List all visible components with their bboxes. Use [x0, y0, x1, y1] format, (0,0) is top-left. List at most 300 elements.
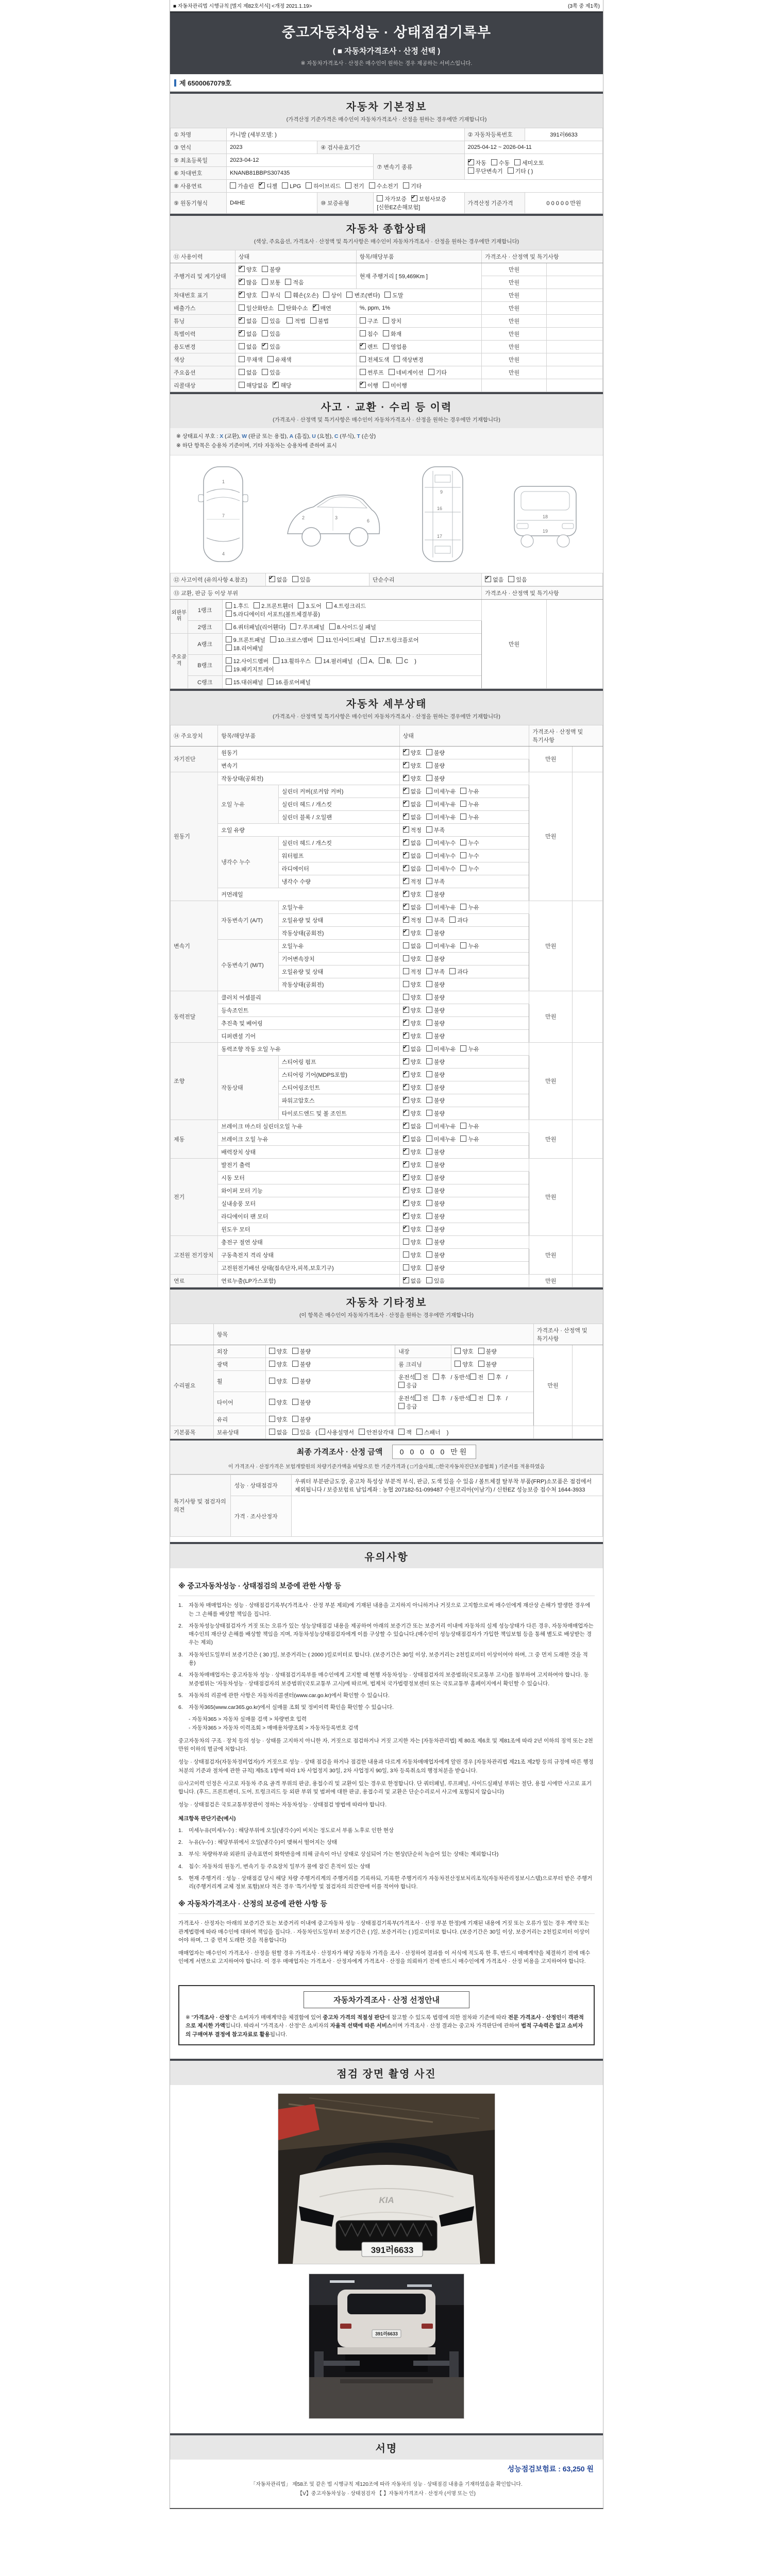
checkbox-option[interactable]	[403, 1109, 422, 1117]
checkbox-checked-icon[interactable]	[239, 266, 245, 272]
checkbox-option[interactable]	[460, 800, 479, 808]
checkbox-icon[interactable]	[262, 317, 268, 324]
checkbox-icon[interactable]	[226, 602, 232, 608]
checkbox-icon[interactable]	[292, 1361, 298, 1367]
checkbox-checked-icon[interactable]	[403, 762, 409, 768]
checkbox-icon[interactable]	[226, 623, 232, 630]
checkbox-option[interactable]	[262, 317, 280, 325]
checkbox-option[interactable]	[460, 813, 479, 821]
checkbox-checked-icon[interactable]	[403, 1136, 409, 1142]
checkbox-option[interactable]	[323, 291, 342, 299]
checkbox-option[interactable]	[259, 182, 277, 190]
checkbox-icon[interactable]	[508, 167, 514, 174]
checkbox-option[interactable]	[226, 610, 320, 618]
checkbox-icon[interactable]	[460, 904, 466, 910]
checkbox-icon[interactable]	[426, 801, 432, 807]
checkbox-option[interactable]	[426, 787, 456, 795]
checkbox-option[interactable]	[426, 761, 445, 770]
checkbox-option[interactable]	[426, 877, 445, 886]
checkbox-option[interactable]	[403, 890, 422, 899]
checkbox-option[interactable]	[460, 1135, 479, 1143]
checkbox-option[interactable]	[326, 602, 366, 610]
checkbox-option[interactable]	[262, 291, 280, 299]
checkbox-option[interactable]	[426, 1187, 445, 1195]
checkbox-checked-icon[interactable]	[468, 159, 474, 165]
checkbox-option[interactable]	[426, 865, 456, 873]
checkbox-icon[interactable]	[239, 369, 245, 375]
checkbox-icon[interactable]	[426, 865, 432, 871]
checkbox-checked-icon[interactable]	[403, 749, 409, 755]
checkbox-option[interactable]	[426, 929, 445, 937]
checkbox-icon[interactable]	[290, 623, 296, 630]
checkbox-option[interactable]	[403, 877, 422, 886]
checkbox-icon[interactable]	[426, 1226, 432, 1232]
checkbox-icon[interactable]	[426, 1032, 432, 1039]
checkbox-option[interactable]	[426, 1251, 445, 1259]
checkbox-checked-icon[interactable]	[403, 929, 409, 936]
checkbox-option[interactable]	[292, 1360, 311, 1368]
checkbox-icon[interactable]	[239, 382, 245, 388]
checkbox-option[interactable]	[403, 813, 422, 821]
checkbox-option[interactable]	[426, 774, 445, 783]
checkbox-checked-icon[interactable]	[239, 292, 245, 298]
checkbox-option[interactable]	[426, 993, 445, 1002]
checkbox-icon[interactable]	[371, 636, 377, 642]
checkbox-option[interactable]	[468, 167, 503, 175]
checkbox-icon[interactable]	[426, 1097, 432, 1103]
checkbox-option[interactable]	[460, 1045, 479, 1053]
checkbox-icon[interactable]	[426, 968, 432, 974]
checkbox-icon[interactable]	[478, 1348, 484, 1354]
checkbox-option[interactable]	[360, 368, 384, 377]
checkbox-icon[interactable]	[269, 1378, 275, 1384]
checkbox-icon[interactable]	[460, 1123, 466, 1129]
checkbox-icon[interactable]	[267, 356, 274, 362]
checkbox-checked-icon[interactable]	[360, 382, 366, 388]
checkbox-option[interactable]	[269, 1377, 288, 1385]
checkbox-option[interactable]	[416, 1428, 441, 1436]
checkbox-icon[interactable]	[460, 865, 466, 871]
checkbox-option[interactable]	[403, 1277, 422, 1285]
checkbox-icon[interactable]	[315, 657, 322, 664]
checkbox-checked-icon[interactable]	[411, 195, 417, 201]
checkbox-option[interactable]	[460, 852, 479, 860]
checkbox-option[interactable]	[360, 330, 378, 338]
checkbox-option[interactable]	[488, 1394, 501, 1402]
checkbox-option[interactable]	[262, 278, 280, 286]
checkbox-icon[interactable]	[226, 666, 232, 672]
checkbox-option[interactable]	[415, 1394, 428, 1402]
checkbox-option[interactable]	[262, 265, 280, 274]
checkbox-icon[interactable]	[426, 1020, 432, 1026]
checkbox-option[interactable]	[470, 1373, 483, 1381]
checkbox-option[interactable]	[460, 903, 479, 911]
checkbox-icon[interactable]	[460, 839, 466, 845]
checkbox-icon[interactable]	[426, 749, 432, 755]
checkbox-option[interactable]	[426, 1032, 445, 1040]
checkbox-icon[interactable]	[403, 994, 409, 1000]
checkbox-checked-icon[interactable]	[403, 1032, 409, 1039]
checkbox-icon[interactable]	[398, 1429, 405, 1435]
checkbox-option[interactable]	[428, 368, 447, 377]
checkbox-option[interactable]	[403, 1251, 422, 1259]
checkbox-option[interactable]	[396, 657, 408, 665]
checkbox-option[interactable]	[359, 1428, 394, 1436]
checkbox-icon[interactable]	[426, 1136, 432, 1142]
checkbox-option[interactable]	[426, 1225, 445, 1233]
checkbox-icon[interactable]	[426, 1148, 432, 1155]
checkbox-option[interactable]	[403, 980, 422, 989]
checkbox-icon[interactable]	[273, 657, 279, 664]
checkbox-option[interactable]	[403, 955, 422, 963]
checkbox-option[interactable]	[426, 839, 456, 847]
checkbox-icon[interactable]	[426, 1187, 432, 1193]
checkbox-icon[interactable]	[455, 1348, 461, 1354]
checkbox-icon[interactable]	[287, 317, 293, 324]
checkbox-option[interactable]	[460, 942, 479, 950]
checkbox-option[interactable]	[426, 1199, 445, 1208]
checkbox-checked-icon[interactable]	[403, 891, 409, 897]
checkbox-icon[interactable]	[398, 1403, 405, 1409]
checkbox-option[interactable]	[426, 826, 445, 834]
checkbox-icon[interactable]	[426, 1161, 432, 1167]
checkbox-icon[interactable]	[433, 1395, 439, 1401]
checkbox-option[interactable]	[403, 1006, 422, 1014]
checkbox-checked-icon[interactable]	[403, 1007, 409, 1013]
checkbox-option[interactable]	[226, 644, 263, 652]
checkbox-option[interactable]	[426, 1135, 456, 1143]
checkbox-option[interactable]	[360, 343, 378, 351]
checkbox-icon[interactable]	[426, 891, 432, 897]
checkbox-icon[interactable]	[377, 195, 383, 201]
checkbox-option[interactable]	[426, 890, 445, 899]
checkbox-icon[interactable]	[389, 369, 395, 375]
checkbox-icon[interactable]	[514, 159, 520, 165]
checkbox-icon[interactable]	[394, 356, 400, 362]
checkbox-option[interactable]	[292, 1347, 311, 1355]
checkbox-option[interactable]	[398, 1428, 412, 1436]
checkbox-checked-icon[interactable]	[313, 304, 319, 311]
checkbox-checked-icon[interactable]	[403, 904, 409, 910]
checkbox-option[interactable]	[449, 968, 468, 976]
checkbox-option[interactable]	[485, 575, 503, 584]
checkbox-option[interactable]	[426, 800, 456, 808]
checkbox-icon[interactable]	[269, 1361, 275, 1367]
checkbox-option[interactable]	[426, 1264, 445, 1272]
checkbox-option[interactable]	[403, 787, 422, 795]
checkbox-option[interactable]	[403, 865, 422, 873]
checkbox-option[interactable]	[398, 1402, 417, 1411]
checkbox-option[interactable]	[403, 1225, 422, 1233]
checkbox-option[interactable]	[239, 355, 263, 364]
checkbox-icon[interactable]	[426, 942, 432, 948]
checkbox-icon[interactable]	[278, 304, 284, 311]
checkbox-option[interactable]	[298, 602, 321, 610]
checkbox-option[interactable]	[426, 980, 445, 989]
checkbox-option[interactable]	[403, 839, 422, 847]
checkbox-option[interactable]	[230, 182, 254, 190]
checkbox-icon[interactable]	[360, 356, 366, 362]
checkbox-option[interactable]	[426, 968, 445, 976]
checkbox-icon[interactable]	[403, 1251, 409, 1258]
checkbox-option[interactable]	[426, 916, 445, 924]
checkbox-option[interactable]	[426, 1045, 456, 1053]
checkbox-option[interactable]	[478, 1347, 497, 1355]
checkbox-icon[interactable]	[460, 788, 466, 794]
checkbox-option[interactable]	[285, 278, 304, 286]
checkbox-option[interactable]	[383, 330, 401, 338]
checkbox-option[interactable]	[239, 343, 257, 351]
checkbox-icon[interactable]	[226, 679, 232, 685]
checkbox-icon[interactable]	[433, 1374, 439, 1380]
checkbox-option[interactable]	[403, 182, 422, 190]
checkbox-option[interactable]	[426, 1212, 445, 1221]
checkbox-icon[interactable]	[426, 1251, 432, 1258]
checkbox-icon[interactable]	[226, 645, 232, 651]
checkbox-checked-icon[interactable]	[239, 279, 245, 285]
checkbox-icon[interactable]	[310, 317, 316, 324]
checkbox-option[interactable]	[403, 1122, 422, 1130]
checkbox-checked-icon[interactable]	[403, 1045, 409, 1052]
checkbox-icon[interactable]	[426, 1045, 432, 1052]
checkbox-option[interactable]	[292, 1398, 311, 1406]
checkbox-option[interactable]	[403, 826, 422, 834]
checkbox-icon[interactable]	[426, 1123, 432, 1129]
checkbox-option[interactable]	[403, 993, 422, 1002]
checkbox-option[interactable]	[426, 1019, 445, 1027]
checkbox-option[interactable]	[254, 602, 293, 610]
checkbox-icon[interactable]	[449, 968, 456, 974]
checkbox-checked-icon[interactable]	[403, 1187, 409, 1193]
checkbox-checked-icon[interactable]	[403, 1213, 409, 1219]
checkbox-checked-icon[interactable]	[403, 839, 409, 845]
checkbox-option[interactable]	[262, 368, 280, 377]
checkbox-checked-icon[interactable]	[403, 878, 409, 884]
checkbox-option[interactable]	[226, 636, 265, 644]
checkbox-icon[interactable]	[426, 878, 432, 884]
checkbox-icon[interactable]	[460, 1136, 466, 1142]
checkbox-icon[interactable]	[292, 1378, 298, 1384]
checkbox-icon[interactable]	[226, 657, 232, 664]
checkbox-icon[interactable]	[478, 1361, 484, 1367]
checkbox-option[interactable]	[460, 787, 479, 795]
checkbox-icon[interactable]	[403, 981, 409, 987]
checkbox-option[interactable]	[403, 800, 422, 808]
checkbox-option[interactable]	[460, 1122, 479, 1130]
checkbox-option[interactable]	[262, 343, 280, 351]
checkbox-icon[interactable]	[426, 775, 432, 781]
checkbox-option[interactable]	[269, 1398, 288, 1406]
checkbox-icon[interactable]	[360, 330, 366, 336]
checkbox-option[interactable]	[371, 636, 419, 644]
checkbox-option[interactable]	[403, 1174, 422, 1182]
checkbox-icon[interactable]	[270, 636, 276, 642]
checkbox-icon[interactable]	[267, 679, 274, 685]
checkbox-option[interactable]	[239, 330, 257, 338]
checkbox-option[interactable]	[292, 1428, 311, 1436]
checkbox-option[interactable]	[403, 1045, 422, 1053]
checkbox-icon[interactable]	[361, 657, 367, 664]
checkbox-checked-icon[interactable]	[262, 343, 268, 349]
checkbox-icon[interactable]	[292, 1416, 298, 1422]
checkbox-option[interactable]	[273, 381, 291, 389]
checkbox-option[interactable]	[315, 657, 353, 665]
checkbox-option[interactable]	[360, 355, 390, 364]
checkbox-icon[interactable]	[269, 1348, 275, 1354]
checkbox-option[interactable]	[403, 1148, 422, 1156]
checkbox-option[interactable]	[426, 1122, 456, 1130]
checkbox-option[interactable]	[426, 1277, 445, 1285]
checkbox-icon[interactable]	[298, 602, 304, 608]
checkbox-option[interactable]	[411, 195, 446, 203]
checkbox-option[interactable]	[269, 1415, 288, 1423]
checkbox-option[interactable]	[426, 1161, 445, 1169]
checkbox-option[interactable]	[292, 1415, 311, 1423]
checkbox-checked-icon[interactable]	[360, 343, 366, 349]
checkbox-option[interactable]	[403, 1019, 422, 1027]
checkbox-option[interactable]	[415, 1373, 428, 1381]
checkbox-option[interactable]	[460, 839, 479, 847]
checkbox-icon[interactable]	[426, 1213, 432, 1219]
checkbox-option[interactable]	[267, 355, 292, 364]
checkbox-icon[interactable]	[426, 1058, 432, 1064]
checkbox-icon[interactable]	[384, 292, 391, 298]
checkbox-icon[interactable]	[491, 159, 497, 165]
checkbox-checked-icon[interactable]	[403, 1058, 409, 1064]
checkbox-checked-icon[interactable]	[403, 801, 409, 807]
checkbox-option[interactable]	[455, 1360, 473, 1368]
checkbox-checked-icon[interactable]	[403, 1161, 409, 1167]
checkbox-option[interactable]	[383, 343, 407, 351]
checkbox-checked-icon[interactable]	[403, 852, 409, 858]
checkbox-option[interactable]	[292, 575, 311, 584]
checkbox-icon[interactable]	[262, 330, 268, 336]
checkbox-option[interactable]	[426, 1058, 445, 1066]
checkbox-option[interactable]	[239, 291, 257, 299]
checkbox-icon[interactable]	[426, 994, 432, 1000]
checkbox-option[interactable]	[383, 381, 407, 389]
checkbox-icon[interactable]	[345, 182, 351, 189]
checkbox-checked-icon[interactable]	[403, 1020, 409, 1026]
checkbox-checked-icon[interactable]	[403, 1097, 409, 1103]
checkbox-checked-icon[interactable]	[403, 1174, 409, 1180]
checkbox-icon[interactable]	[415, 1374, 421, 1380]
checkbox-icon[interactable]	[426, 826, 432, 833]
checkbox-option[interactable]	[433, 1394, 446, 1402]
checkbox-icon[interactable]	[226, 611, 232, 617]
checkbox-icon[interactable]	[359, 1429, 365, 1435]
checkbox-option[interactable]	[292, 1377, 311, 1385]
checkbox-icon[interactable]	[426, 1071, 432, 1077]
checkbox-icon[interactable]	[383, 330, 389, 336]
checkbox-icon[interactable]	[403, 182, 409, 189]
checkbox-option[interactable]	[379, 657, 392, 665]
checkbox-option[interactable]	[433, 1373, 446, 1381]
checkbox-checked-icon[interactable]	[403, 917, 409, 923]
checkbox-icon[interactable]	[426, 762, 432, 768]
checkbox-option[interactable]	[403, 1083, 422, 1092]
checkbox-icon[interactable]	[262, 279, 268, 285]
checkbox-option[interactable]	[239, 381, 268, 389]
checkbox-icon[interactable]	[346, 292, 352, 298]
checkbox-icon[interactable]	[426, 1200, 432, 1206]
checkbox-icon[interactable]	[426, 1174, 432, 1180]
checkbox-icon[interactable]	[460, 942, 466, 948]
checkbox-icon[interactable]	[360, 317, 366, 324]
checkbox-icon[interactable]	[508, 576, 514, 582]
checkbox-option[interactable]	[403, 774, 422, 783]
checkbox-option[interactable]	[287, 317, 305, 325]
checkbox-icon[interactable]	[426, 1277, 432, 1283]
checkbox-option[interactable]	[426, 1109, 445, 1117]
checkbox-option[interactable]	[426, 749, 445, 757]
checkbox-option[interactable]	[278, 304, 308, 312]
checkbox-icon[interactable]	[460, 814, 466, 820]
checkbox-option[interactable]	[313, 304, 331, 312]
checkbox-option[interactable]	[426, 942, 456, 950]
checkbox-icon[interactable]	[428, 369, 434, 375]
checkbox-option[interactable]	[426, 903, 456, 911]
checkbox-icon[interactable]	[269, 1416, 275, 1422]
checkbox-option[interactable]	[239, 317, 257, 325]
checkbox-icon[interactable]	[455, 1361, 461, 1367]
checkbox-checked-icon[interactable]	[403, 1200, 409, 1206]
checkbox-option[interactable]	[403, 1032, 422, 1040]
checkbox-icon[interactable]	[488, 1374, 494, 1380]
checkbox-icon[interactable]	[282, 182, 288, 189]
checkbox-option[interactable]	[239, 278, 257, 286]
checkbox-icon[interactable]	[269, 1399, 275, 1405]
checkbox-icon[interactable]	[262, 266, 268, 272]
checkbox-option[interactable]	[269, 1347, 288, 1355]
checkbox-option[interactable]	[226, 678, 263, 686]
checkbox-icon[interactable]	[426, 904, 432, 910]
checkbox-option[interactable]	[426, 1096, 445, 1105]
checkbox-icon[interactable]	[269, 1429, 275, 1435]
checkbox-icon[interactable]	[403, 1264, 409, 1270]
checkbox-icon[interactable]	[383, 382, 389, 388]
checkbox-option[interactable]	[403, 968, 422, 976]
checkbox-icon[interactable]	[317, 636, 324, 642]
checkbox-checked-icon[interactable]	[259, 182, 265, 189]
checkbox-option[interactable]	[403, 942, 422, 950]
checkbox-option[interactable]	[282, 182, 301, 190]
checkbox-option[interactable]	[310, 317, 329, 325]
checkbox-option[interactable]	[270, 636, 313, 644]
checkbox-option[interactable]	[403, 1058, 422, 1066]
checkbox-icon[interactable]	[426, 839, 432, 845]
checkbox-option[interactable]	[345, 182, 364, 190]
checkbox-checked-icon[interactable]	[269, 576, 275, 582]
checkbox-icon[interactable]	[426, 852, 432, 858]
checkbox-icon[interactable]	[396, 657, 402, 664]
checkbox-icon[interactable]	[239, 343, 245, 349]
checkbox-option[interactable]	[488, 1373, 501, 1381]
checkbox-option[interactable]	[403, 1135, 422, 1143]
checkbox-option[interactable]	[426, 852, 456, 860]
checkbox-icon[interactable]	[398, 1382, 405, 1388]
checkbox-icon[interactable]	[426, 981, 432, 987]
checkbox-option[interactable]	[403, 1071, 422, 1079]
checkbox-icon[interactable]	[403, 1239, 409, 1245]
checkbox-icon[interactable]	[416, 1429, 423, 1435]
checkbox-option[interactable]	[403, 749, 422, 757]
checkbox-checked-icon[interactable]	[403, 788, 409, 794]
checkbox-option[interactable]	[269, 1360, 288, 1368]
checkbox-icon[interactable]	[426, 1110, 432, 1116]
checkbox-option[interactable]	[269, 1428, 288, 1436]
checkbox-option[interactable]	[239, 265, 257, 274]
